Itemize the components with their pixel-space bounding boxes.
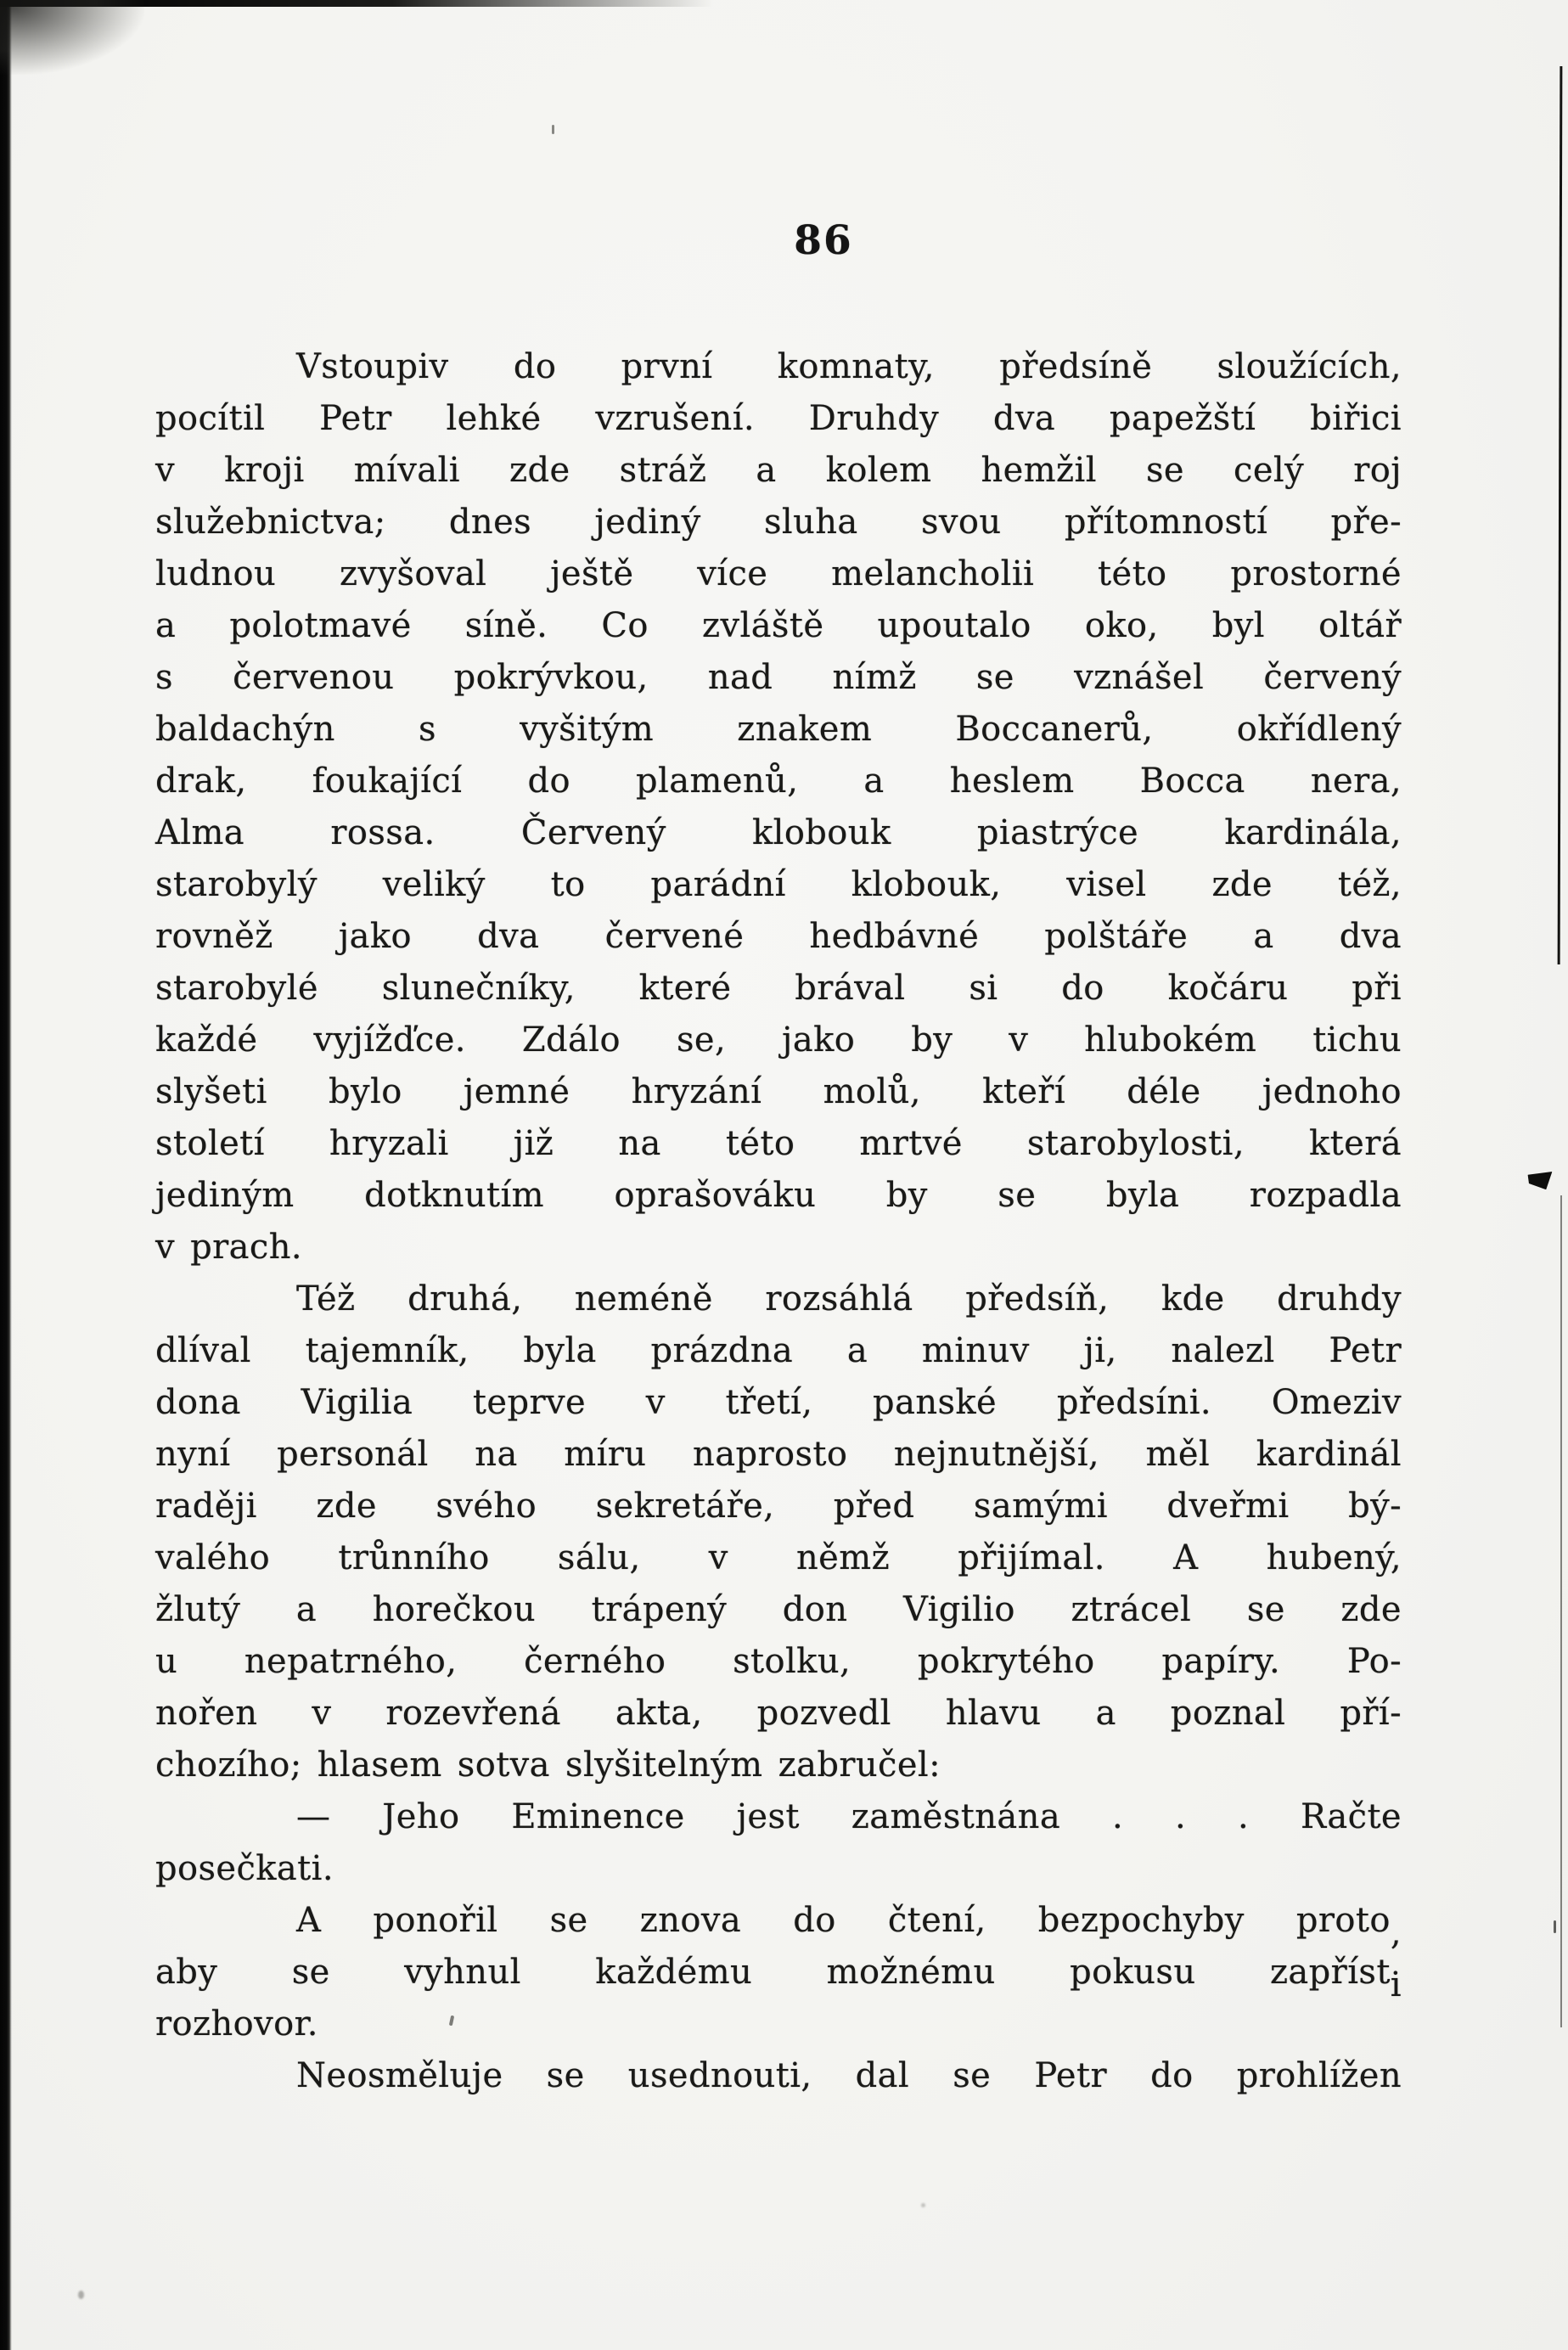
text-line: žlutý a horečkou trápený don Vigilio ztrácel se zde [155, 1590, 1402, 1629]
text-line: nyní personál na míru naprosto nejnutnější, měl kardinál [155, 1435, 1402, 1474]
scan-artifact-right-tick [1554, 1920, 1556, 1933]
scan-artifact-speck [552, 125, 554, 134]
text-line: s červenou pokrývkou, nad nímž se vznášel červený [155, 658, 1402, 697]
scan-artifact-right-smudge [1526, 1168, 1553, 1190]
scan-artifact-right-line-lower [1560, 1195, 1562, 2027]
text-line: chozího; hlasem sotva slyšitelným zabručel: [155, 1746, 941, 1785]
text-line: dona Vigilia teprve v třetí, panské předsíni. Omeziv [155, 1383, 1402, 1422]
page-number: 86 [794, 217, 853, 264]
text-line: slyšeti bylo jemné hryzání molů, kteří déle jednoho [155, 1072, 1402, 1111]
text-line: Alma rossa. Červený klobouk piastrýce kardinála, [155, 813, 1402, 852]
text-line: u nepatrného, černého stolku, pokrytého papíry. Po- [155, 1642, 1402, 1681]
paragraph [155, 1791, 1402, 1895]
text-line: drak, foukající do plamenů, a heslem Bocca nera, [155, 762, 1402, 801]
scan-artifact-right-line-upper [1558, 66, 1563, 964]
text-line: Též druhá, neméně rozsáhlá předsíň, kde druhdy [296, 1279, 1402, 1318]
paragraph [155, 341, 1402, 1273]
text-line: raději zde svého sekretáře, před samými dveřmi bý- [155, 1487, 1402, 1526]
scan-artifact-left-edge [0, 0, 12, 2350]
text-line: nořen v rozevřená akta, pozvedl hlavu a poznal pří- [155, 1694, 1402, 1733]
dropped-glyph: , [1390, 1914, 1402, 1953]
scan-artifact-corner-blob [0, 0, 144, 75]
text-line: pocítil Petr lehké vzrušení. Druhdy dva papežští biřici [155, 399, 1402, 438]
text-line: rovněž jako dva červené hedbávné polštáře a dva [155, 917, 1402, 956]
scan-artifact-speck [78, 2291, 84, 2299]
text-line: v prach. [155, 1228, 302, 1267]
text-line: Neosměluje se usednouti, dal se Petr do prohlížen [296, 2056, 1402, 2095]
text-line: rozhovor. [155, 2004, 318, 2044]
text-line: jediným dotknutím oprašováku by se byla rozpadla [155, 1176, 1402, 1215]
text-line: baldachýn s vyšitým znakem Boccanerů, okřídlený [155, 710, 1402, 749]
text-line: — Jeho Eminence jest zaměstnána . . . Račte [296, 1797, 1402, 1836]
text-line: ludnou zvyšoval ještě více melancholii této prostorné [155, 554, 1402, 593]
text-line: v kroji mívali zde stráž a kolem hemžil se celý roj [155, 451, 1402, 490]
text-line: starobylý veliký to parádní klobouk, visel zde též, [155, 865, 1402, 904]
paragraph [155, 1895, 1402, 2050]
text-line: valého trůnního sálu, v němž přijímal. A hubený, [155, 1538, 1402, 1577]
text-line: starobylé slunečníky, které brával si do kočáru při [155, 969, 1402, 1008]
text-block [155, 341, 1402, 2102]
text-line: aby se vyhnul každému možnému pokusu zapřísti [155, 1947, 1402, 1999]
text-line: služebnictva; dnes jediný sluha svou přítomností pře- [155, 503, 1402, 542]
paragraph [155, 1273, 1402, 1791]
text-line: a polotmavé síně. Co zvláště upoutalo oko, byl oltář [155, 606, 1402, 645]
text-line: A ponořil se znova do čtení, bezpochyby proto, [155, 1895, 1402, 1947]
dropped-glyph: i [1390, 1965, 1402, 2004]
scan-artifact-speck [921, 2203, 925, 2207]
text-line: Vstoupiv do první komnaty, předsíně sloužících, [296, 347, 1402, 386]
text-line: každé vyjížďce. Zdálo se, jako by v hlubokém tichu [155, 1020, 1402, 1060]
text-line: století hryzali již na této mrtvé starobylosti, která [155, 1124, 1402, 1163]
text-line: posečkati. [155, 1849, 334, 1888]
text-line: dlíval tajemník, byla prázdna a minuv ji, nalezl Petr [155, 1331, 1402, 1370]
paragraph [155, 2050, 1402, 2102]
